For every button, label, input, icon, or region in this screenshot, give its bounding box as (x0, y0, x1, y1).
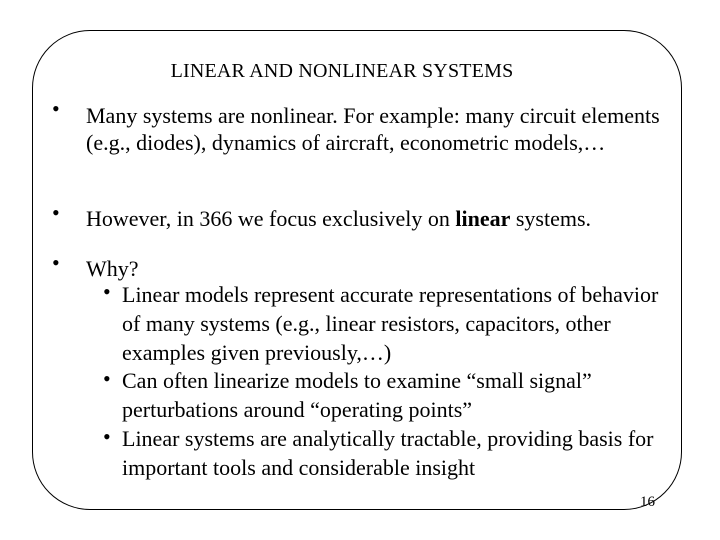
sub-bullet-marker: • (103, 279, 111, 304)
bullet-marker: • (52, 96, 60, 121)
bullet-marker: • (52, 200, 60, 225)
sub-bullet-marker: • (103, 366, 111, 391)
sub-bullet-2-text: Can often linearize models to examine “small signal” perturbations around “operating points” (122, 368, 592, 422)
slide-title: LINEAR AND NONLINEAR SYSTEMS (170, 60, 514, 82)
sub-bullet-1-text: Linear models represent accurate representations of behavior of many systems (e.g., linear resistors, capacitors, other examples given previously,…) (122, 282, 659, 365)
bullet-marker: • (52, 250, 60, 275)
bullet-2-text-end: systems. (510, 206, 592, 231)
bullet-1-text: Many systems are nonlinear. For example: many circuit elements (e.g., diodes), dynamics of aircraft, econometric models,… (86, 103, 660, 155)
bullet-2-text-start: However, in 366 we focus exclusively on (86, 206, 456, 231)
sub-bullet-3-text: Linear systems are analytically tractable, providing basis for important tools and considerable insight (122, 426, 654, 480)
bullet-3-text: Why? (86, 256, 139, 281)
bullet-2-text (86, 205, 676, 232)
sub-bullet-marker: • (103, 424, 111, 449)
bullet-2-bold-word: linear (455, 206, 511, 231)
page-number: 16 (640, 494, 655, 510)
